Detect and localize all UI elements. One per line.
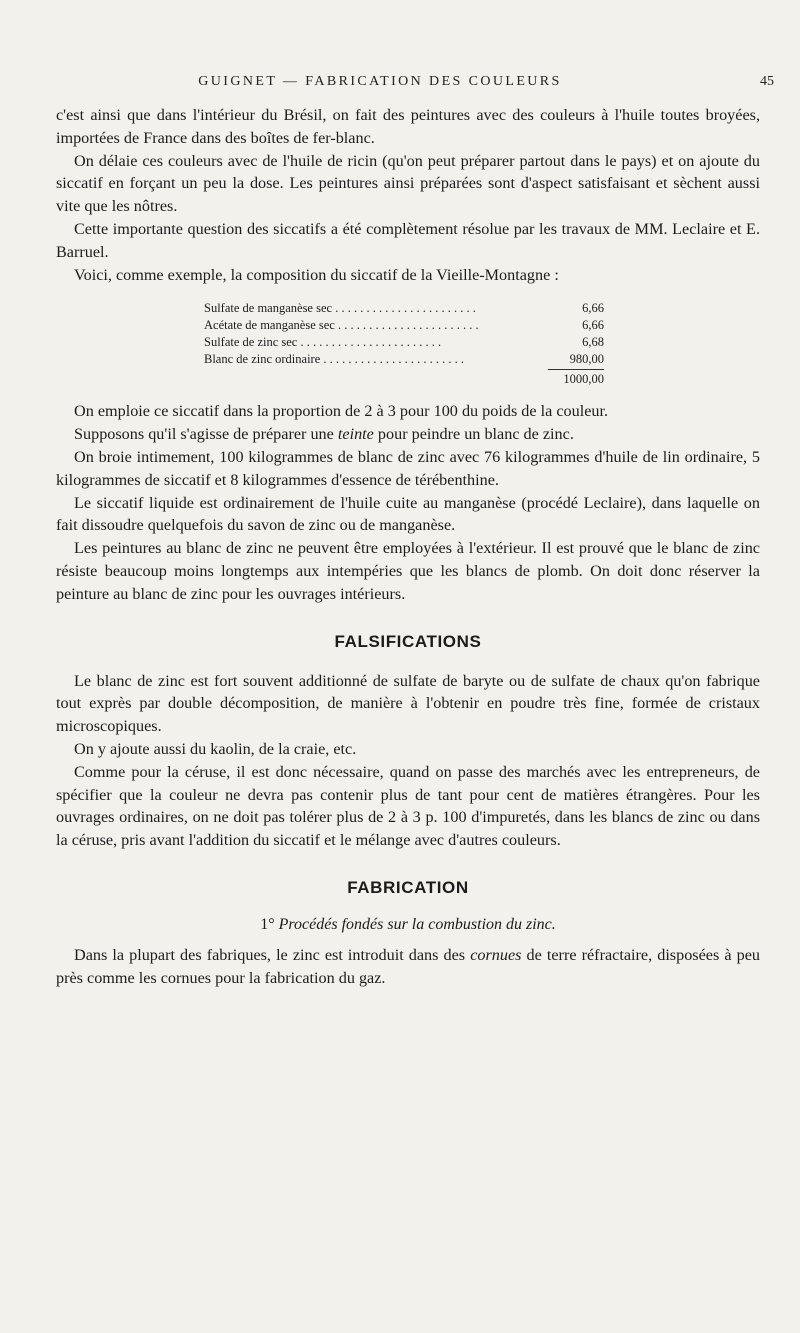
- paragraph-broyage: On broie intimement, 100 kilogrammes de blanc de zinc avec 76 kilogrammes d'huile de lin ordinaire, 5 kilogrammes de siccatif et 8 kilogrammes d'essence de térébenthine.: [56, 447, 760, 489]
- text-run: de terre réfractaire, disposées à peu près comme les cornues pour la fabrication du gaz.: [56, 945, 760, 987]
- row-label: Sulfate de zinc sec . . .: [204, 334, 548, 351]
- text-run: pour peindre un blanc de zinc.: [373, 425, 574, 444]
- row-label: Blanc de zinc ordinaire . . .: [204, 351, 548, 368]
- paragraph-continuation: c'est ainsi que dans l'intérieur du Brésil, on fait des peintures avec des couleurs à l'huile toutes broyées, importées de France dans des boîtes de fer-blanc.: [56, 106, 760, 147]
- paragraph-falsif-sulfate: Le blanc de zinc est fort souvent additionné de sulfate de baryte ou de sulfate de chaux qu'on fabrique tout exprès par double décomposition, de manière à l'obtenir en poudre très fine, formée de cristaux microscopiques.: [56, 671, 760, 736]
- section-heading-falsifications: FALSIFICATIONS: [334, 631, 482, 651]
- row-value: 6,68: [548, 334, 604, 351]
- subheading-procedes: [56, 916, 760, 934]
- header-title: GUIGNET — FABRICATION DES COULEURS: [198, 74, 562, 89]
- section-heading-fabrication: FABRICATION: [347, 877, 469, 897]
- paragraph-ricin-oil: On délaie ces couleurs avec de l'huile de ricin (qu'on peut préparer partout dans le pays) et on ajoute du siccatif en forçant un peu la dose. Les peintures ainsi préparées sont d'aspect satisfaisant et sèchent aussi vite que les nôtres.: [56, 151, 760, 216]
- table-row: [204, 317, 604, 334]
- page-body: [56, 104, 760, 990]
- paragraph-falsif-ceruse: Comme pour la céruse, il est donc nécessaire, quand on passe des marchés avec les entrepreneurs, de spécifier que la couleur ne devra pas contenir plus de tant pour cent de matières étrangères. Pour les ouvrages ordinaires, on ne doit pas tolérer plus de 2 à 3 p. 100 d'impuretés, dans les blancs de zinc ou dans la céruse, pris avant l'addition du siccatif et le mélange avec d'autres couleurs.: [56, 762, 760, 850]
- running-header: [0, 74, 800, 96]
- italic-word: teinte: [337, 425, 374, 444]
- table-row: [204, 300, 604, 317]
- row-value: 980,00: [548, 351, 604, 368]
- paragraph-siccatif-liquide: Le siccatif liquide est ordinairement de l'huile cuite au manganèse (procédé Leclaire), dans laquelle on fait dissoudre quelquefois du savon de zinc ou de manganèse.: [56, 493, 760, 535]
- composition-table: [204, 300, 604, 388]
- paragraph-proportion: On emploie ce siccatif dans la proportion de 2 à 3 pour 100 du poids de la couleur.: [74, 402, 609, 421]
- row-value: 6,66: [548, 300, 604, 317]
- paragraph-teinte: [56, 423, 760, 446]
- paragraph-falsif-kaolin: On y ajoute aussi du kaolin, de la craie, etc.: [74, 739, 357, 758]
- paragraph-cornues: [56, 944, 760, 990]
- row-label: Sulfate de manganèse sec . . .: [204, 300, 548, 317]
- subheading-number: 1°: [260, 915, 275, 933]
- text-run: Supposons qu'il s'agisse de préparer une: [74, 425, 338, 444]
- row-value: 6,66: [548, 317, 604, 334]
- paragraph-exterieur: Les peintures au blanc de zinc ne peuvent être employées à l'extérieur. Il est prouvé que le blanc de zinc résiste beaucoup moins longtemps aux intempéries que les blancs de plomb. On doit donc réserver la peinture au blanc de zinc pour les ouvrages intérieurs.: [56, 539, 760, 603]
- table-row: [204, 334, 604, 351]
- page-number: 45: [760, 74, 774, 89]
- table-total: 1000,00: [563, 372, 604, 387]
- paragraph-composition-intro: Voici, comme exemple, la composition du siccatif de la Vieille-Montagne :: [74, 265, 559, 284]
- subheading-text: Procédés fondés sur la combustion du zinc.: [278, 915, 556, 933]
- row-label: Acétate de manganèse sec . . .: [204, 317, 548, 334]
- table-row: [204, 351, 604, 368]
- paragraph-siccatifs-question: Cette importante question des siccatifs a été complètement résolue par les travaux de MM. Leclaire et E. Barruel.: [56, 219, 760, 261]
- text-run: Dans la plupart des fabriques, le zinc est introduit dans des: [74, 945, 471, 964]
- italic-word: cornues: [470, 945, 522, 964]
